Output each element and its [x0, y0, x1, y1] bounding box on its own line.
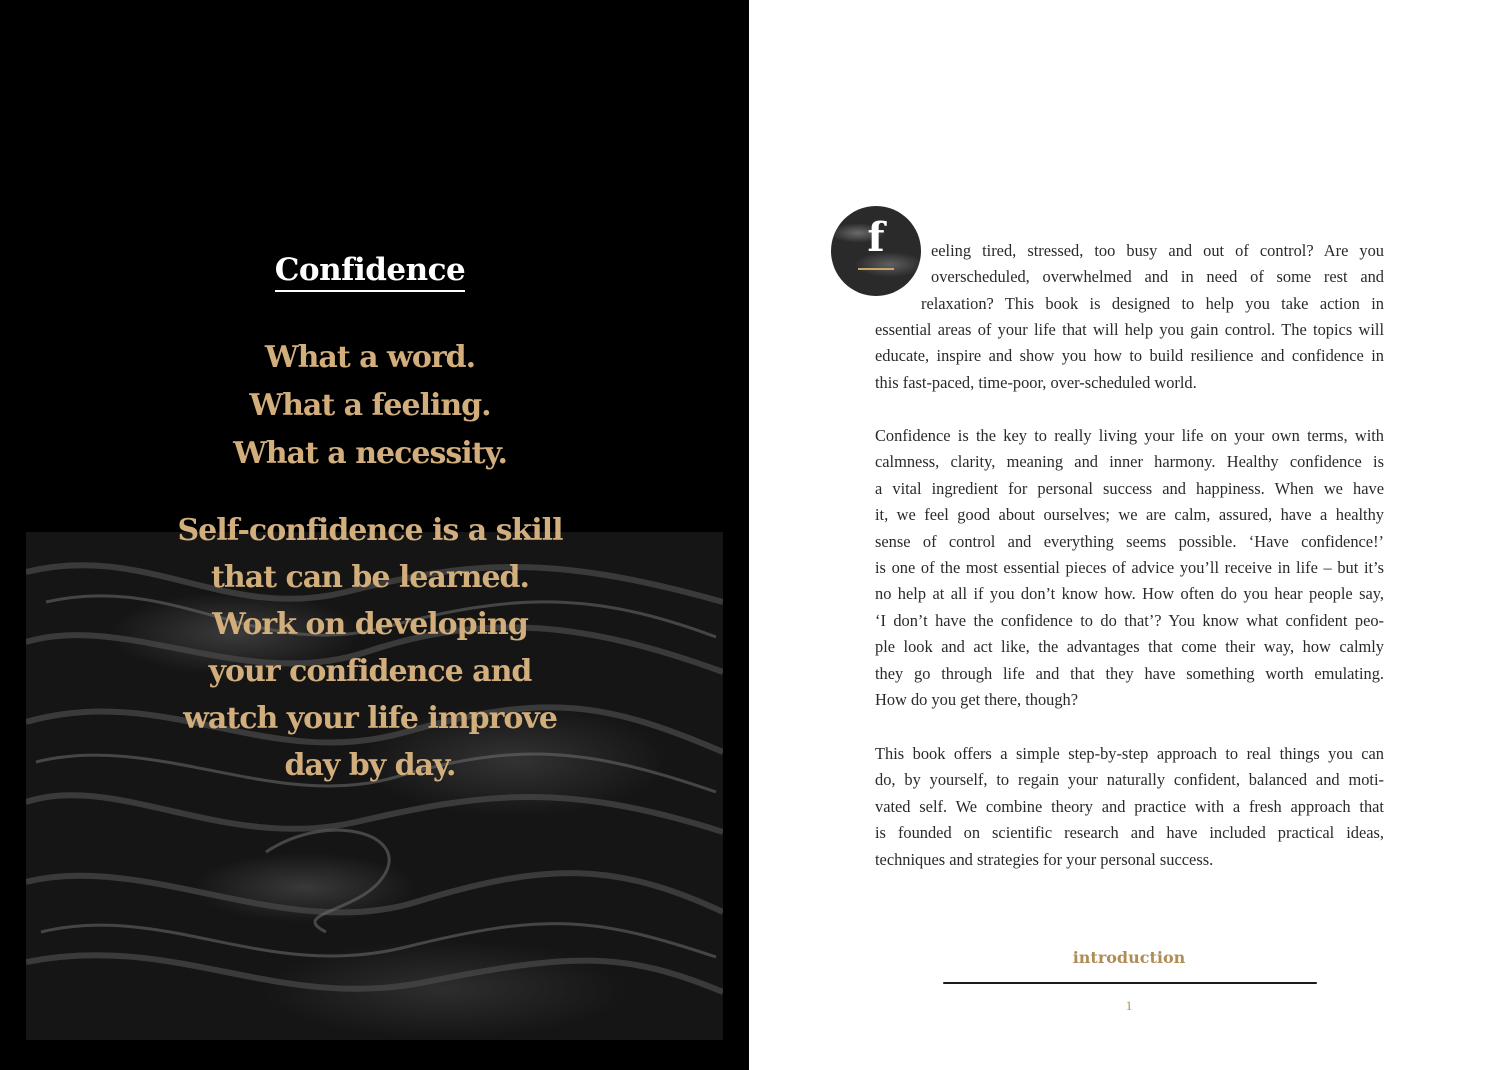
paragraph-line: ple look and act like, the advantages that come their way, how calmly [875, 637, 1384, 657]
paragraph-3 [875, 741, 1384, 873]
paragraph-line: calmness, clarity, meaning and inner harmony. Healthy confidence is [875, 452, 1384, 472]
paragraph-line: it, we feel good about ourselves; we are calm, assured, have a healthy [875, 505, 1384, 525]
heading-text: Confidence [275, 252, 466, 292]
paragraph-2 [875, 423, 1384, 713]
drop-cap-underline [858, 268, 894, 270]
paragraph-line: this fast-paced, time-poor, over-scheduled world. [875, 372, 1197, 392]
paragraph-1-lines-1-2 [931, 238, 1384, 291]
paragraph-line: they go through life and that they have something worth emulating. [875, 663, 1384, 683]
paragraph-line: relaxation? This book is designed to help you take action in [921, 294, 1384, 313]
paragraph-line: techniques and strategies for your personal success. [875, 849, 1214, 869]
paragraph-line: no help at all if you don’t know how. How often do you hear people say, [875, 584, 1384, 604]
skill-line: your confidence and [208, 654, 532, 689]
paragraph-line: do, by yourself, to regain your naturally confident, balanced and moti- [875, 770, 1384, 790]
paragraph-line: sense of control and everything seems possible. ‘Have confidence!’ [875, 531, 1384, 551]
paragraph-line: eeling tired, stressed, too busy and out of control? Are you [931, 241, 1384, 260]
skill-line: watch your life improve [183, 701, 557, 736]
drop-cap-letter: f [867, 214, 885, 261]
paragraph-line: This book offers a simple step-by-step approach to real things you can [875, 744, 1384, 763]
paragraph-line: How do you get there, though? [875, 690, 1079, 710]
page-number: 1 [1125, 998, 1133, 1013]
right-page [749, 0, 1500, 1070]
tagline-block [0, 334, 740, 478]
tagline-line: What a word. [264, 340, 476, 375]
drop-cap-badge [831, 206, 921, 296]
skill-line: that can be learned. [211, 560, 529, 595]
skill-line: day by day. [284, 748, 456, 783]
left-page [0, 0, 749, 1070]
skill-line: Self-confidence is a skill [177, 513, 563, 548]
paragraph-line: educate, inspire and show you how to build resilience and confidence in [875, 346, 1384, 366]
footer-divider [943, 982, 1317, 984]
paragraph-line: ‘I don’t have the confidence to do that’? You know what confident peo- [875, 610, 1384, 630]
paragraph-line: is founded on scientific research and have included practical ideas, [875, 823, 1384, 843]
paragraph-line: a vital ingredient for personal success and happiness. When we have [875, 478, 1384, 498]
paragraph-line: overscheduled, overwhelmed and in need of some rest and [931, 267, 1384, 287]
paragraph-1-line-3 [921, 291, 1384, 317]
tagline-line: What a feeling. [249, 388, 491, 423]
paragraph-line: essential areas of your life that will help you gain control. The topics will [875, 320, 1384, 339]
tagline-line: What a necessity. [233, 436, 507, 471]
paragraph-line: Confidence is the key to really living your life on your own terms, with [875, 426, 1384, 445]
paragraph-1-rest [875, 317, 1384, 396]
paragraph-line: is one of the most essential pieces of advice you’ll receive in life – but it’s [875, 558, 1384, 578]
paragraph-line: vated self. We combine theory and practice with a fresh approach that [875, 796, 1384, 816]
skill-line: Work on developing [212, 607, 528, 642]
skill-quote-block [0, 507, 740, 789]
section-footer-label: introduction [1072, 948, 1186, 967]
heading-confidence [0, 252, 740, 292]
